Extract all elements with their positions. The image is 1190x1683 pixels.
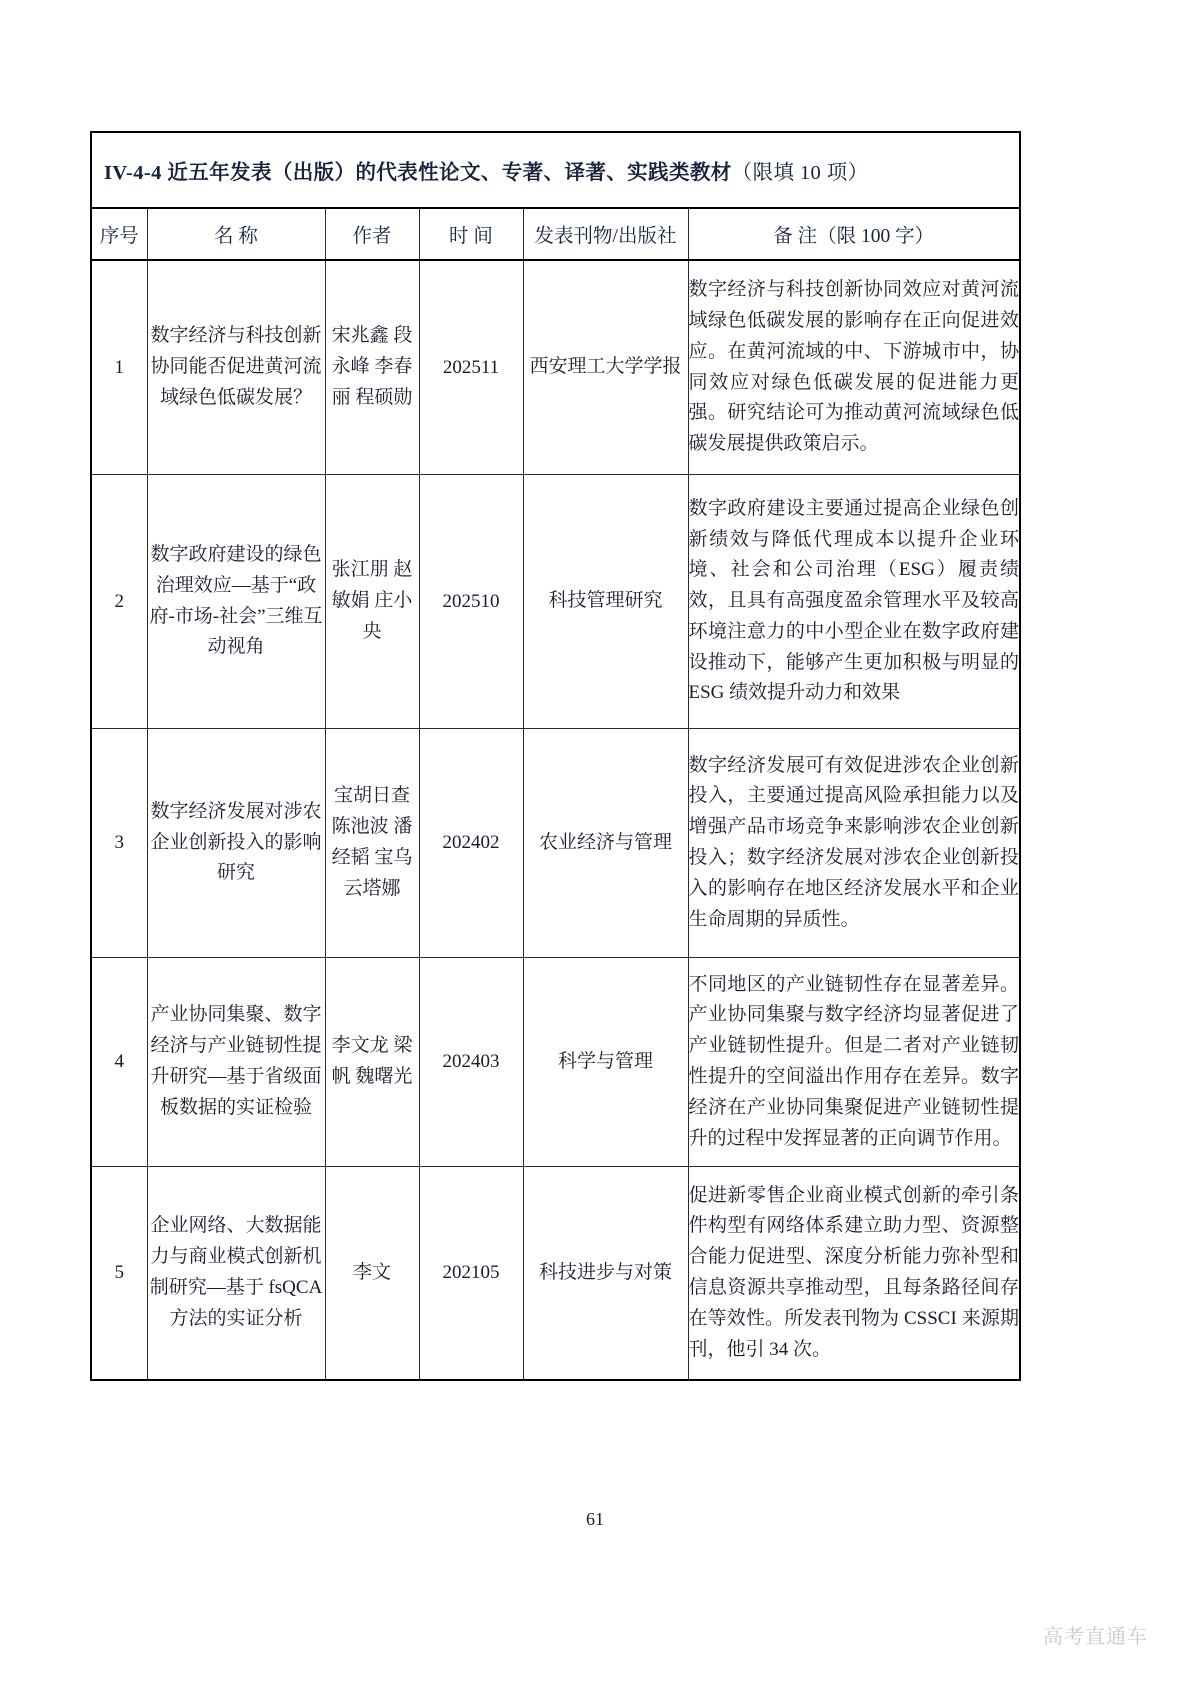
cell-journal: 农业经济与管理 xyxy=(523,729,688,958)
cell-author: 李文 xyxy=(325,1167,419,1381)
cell-index: 4 xyxy=(91,958,147,1167)
cell-author: 李文龙 梁帆 魏曙光 xyxy=(325,958,419,1167)
section-limit-text: （限填 10 项） xyxy=(731,162,869,184)
cell-index: 5 xyxy=(91,1167,147,1381)
watermark: 高考直通车 xyxy=(1043,1626,1148,1648)
cell-journal: 科技进步与对策 xyxy=(523,1167,688,1381)
column-header-remark: 备 注（限 100 字） xyxy=(688,208,1020,260)
cell-name: 数字经济发展对涉农企业创新投入的影响研究 xyxy=(147,729,325,958)
cell-time: 202402 xyxy=(419,729,523,958)
cell-name: 数字政府建设的绿色治理效应—基于“政府-市场-社会”三维互动视角 xyxy=(147,475,325,729)
cell-author: 张江朋 赵敏娟 庄小央 xyxy=(325,475,419,729)
table-row xyxy=(91,729,1020,958)
section-code: IV-4-4 xyxy=(104,162,162,184)
cell-journal: 科技管理研究 xyxy=(523,475,688,729)
cell-time: 202510 xyxy=(419,475,523,729)
cell-journal: 西安理工大学学报 xyxy=(523,260,688,475)
table-row xyxy=(91,260,1020,475)
table-row xyxy=(91,958,1020,1167)
cell-remark: 数字政府建设主要通过提高企业绿色创新绩效与降低代理成本以提升企业环境、社会和公司治理（ESG）履责绩效，且具有高强度盈余管理水平及较高环境注意力的中小型企业在数字政府建设推动下，能够产生更加积极与明显的 ESG 绩效提升动力和效果 xyxy=(688,475,1020,729)
column-header-name: 名 称 xyxy=(147,208,325,260)
cell-remark: 促进新零售企业商业模式创新的牵引条件构型有网络体系建立助力型、资源整合能力促进型、深度分析能力弥补型和信息资源共享推动型，且每条路径间存在等效性。所发表刊物为 CSSCI 来源期刊，他引 34 次。 xyxy=(688,1167,1020,1381)
section-title-text: 近五年发表（出版）的代表性论文、专著、译著、实践类教材 xyxy=(167,162,732,184)
table-section-title xyxy=(91,132,1020,208)
column-header-time: 时 间 xyxy=(419,208,523,260)
table-row xyxy=(91,1167,1020,1381)
cell-journal: 科学与管理 xyxy=(523,958,688,1167)
page-number: 61 xyxy=(586,1509,604,1529)
cell-name: 产业协同集聚、数字经济与产业链韧性提升研究—基于省级面板数据的实证检验 xyxy=(147,958,325,1167)
cell-remark: 不同地区的产业链韧性存在显著差异。产业协同集聚与数字经济均显著促进了产业链韧性提升。但是二者对产业链韧性提升的空间溢出作用存在差异。数字经济在产业协同集聚促进产业链韧性提升的过程中发挥显著的正向调节作用。 xyxy=(688,958,1020,1167)
column-header-journal: 发表刊物/出版社 xyxy=(523,208,688,260)
representative-publications-table xyxy=(90,131,1021,1381)
cell-index: 2 xyxy=(91,475,147,729)
table-header-row xyxy=(91,208,1020,260)
cell-name: 数字经济与科技创新协同能否促进黄河流域绿色低碳发展？ xyxy=(147,260,325,475)
cell-index: 3 xyxy=(91,729,147,958)
column-header-index: 序号 xyxy=(91,208,147,260)
table-row xyxy=(91,475,1020,729)
column-header-author: 作者 xyxy=(325,208,419,260)
cell-author: 宋兆鑫 段永峰 李春丽 程硕勋 xyxy=(325,260,419,475)
cell-author: 宝胡日查 陈池波 潘经韬 宝乌云塔娜 xyxy=(325,729,419,958)
table-title-row xyxy=(91,132,1020,208)
cell-time: 202105 xyxy=(419,1167,523,1381)
cell-time: 202403 xyxy=(419,958,523,1167)
cell-time: 202511 xyxy=(419,260,523,475)
cell-name: 企业网络、大数据能力与商业模式创新机制研究—基于 fsQCA 方法的实证分析 xyxy=(147,1167,325,1381)
cell-remark: 数字经济与科技创新协同效应对黄河流域绿色低碳发展的影响存在正向促进效应。在黄河流域的中、下游城市中，协同效应对绿色低碳发展的促进能力更强。研究结论可为推动黄河流域绿色低碳发展提供政策启示。 xyxy=(688,260,1020,475)
cell-index: 1 xyxy=(91,260,147,475)
cell-remark: 数字经济发展可有效促进涉农企业创新投入，主要通过提高风险承担能力以及增强产品市场竞争来影响涉农企业创新投入；数字经济发展对涉农企业创新投入的影响存在地区经济发展水平和企业生命周期的异质性。 xyxy=(688,729,1020,958)
